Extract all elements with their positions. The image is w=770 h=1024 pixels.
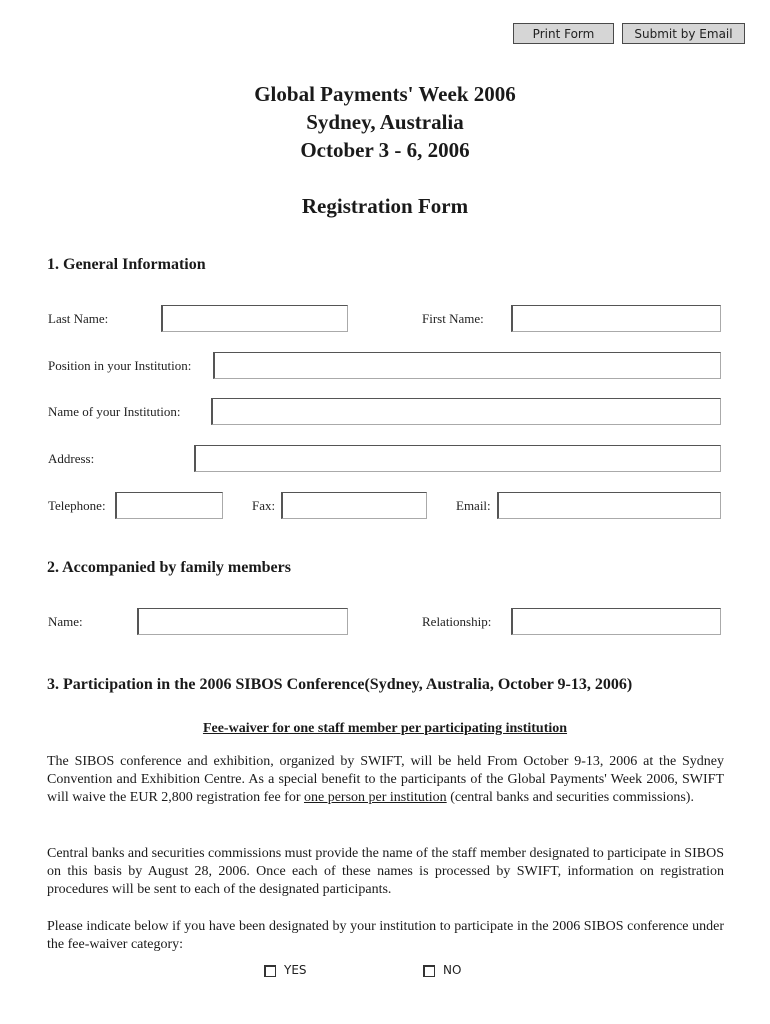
telephone-label: Telephone: (48, 498, 106, 513)
email-field[interactable] (497, 492, 721, 519)
form-title: Registration Form (301, 194, 469, 218)
section-general-heading: 1. General Information (47, 256, 206, 273)
section-family-heading: 2. Accompanied by family members (47, 559, 291, 576)
paragraph-sibos-intro (47, 753, 724, 807)
submit-by-email-button[interactable]: Submit by Email (622, 23, 745, 44)
yes-checkbox[interactable] (264, 965, 276, 977)
institution-field[interactable] (211, 398, 721, 425)
paragraph-sibos-intro-text-a: The SIBOS conference and exhibition, organized by SWIFT, will be held From October 9-13, 2006 at the Sydney Convention and Exhibition Centre. As a special benefit to the participants of the Global Payments' Week 2006, SWIFT will waive the EUR 2,800 registration fee for (47, 754, 724, 805)
relationship-label: Relationship: (422, 614, 492, 629)
institution-label: Name of your Institution: (48, 404, 181, 419)
family-name-field[interactable] (137, 608, 348, 635)
position-label: Position in your Institution: (48, 358, 192, 373)
relationship-field[interactable] (511, 608, 721, 635)
first-name-label: First Name: (422, 311, 484, 326)
address-field[interactable] (194, 445, 721, 472)
email-label: Email: (456, 498, 491, 513)
last-name-label: Last Name: (48, 311, 109, 326)
event-location: Sydney, Australia (306, 110, 464, 134)
event-title: Global Payments' Week 2006 (254, 82, 516, 106)
fax-label: Fax: (252, 498, 276, 513)
fee-waiver-subheading: Fee-waiver for one staff member per participating institution (202, 721, 568, 736)
paragraph-sibos-intro-text-b: (central banks and securities commissions). (446, 790, 694, 805)
address-label: Address: (48, 451, 95, 466)
first-name-field[interactable] (511, 305, 721, 332)
section-sibos-heading: 3. Participation in the 2006 SIBOS Conference(Sydney, Australia, October 9-13, 2006) (47, 676, 633, 693)
no-checkbox[interactable] (423, 965, 435, 977)
telephone-field[interactable] (115, 492, 223, 519)
paragraph-indicate: Please indicate below if you have been designated by your institution to participate in the 2006 SIBOS conference under the fee-waiver category: (47, 919, 724, 952)
yes-label: YES (284, 963, 307, 977)
one-person-per-institution-text: one person per institution (303, 790, 447, 805)
no-label: NO (443, 963, 462, 977)
print-form-button[interactable]: Print Form (513, 23, 614, 44)
position-field[interactable] (213, 352, 721, 379)
family-name-label: Name: (48, 614, 83, 629)
fax-field[interactable] (281, 492, 427, 519)
event-dates: October 3 - 6, 2006 (300, 138, 470, 162)
paragraph-designation: Central banks and securities commissions must provide the name of the staff member designated to participate in SIBOS on this basis by August 28, 2006. Once each of these names is processed by SWIFT, information on registration procedures will be sent to each of the designated participants. (47, 846, 724, 897)
last-name-field[interactable] (161, 305, 348, 332)
